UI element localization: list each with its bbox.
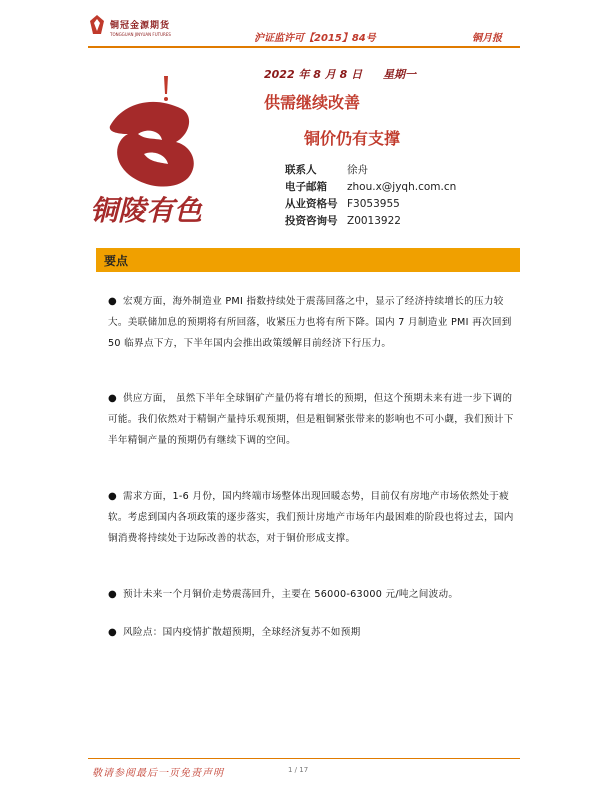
bullet-item [108, 622, 518, 643]
contact-email[interactable]: zhou.x@jyqh.com.cn [347, 181, 457, 193]
contact-label: 电子邮箱 [285, 181, 327, 193]
contact-row [285, 162, 456, 179]
calligraphy-artwork [82, 54, 232, 234]
bullet-text: 预计未来一个月铜价走势震荡回升，主要在 56000-63000 元/吨之间波动。 [123, 589, 459, 600]
key-points-heading: 要点 [104, 254, 129, 268]
page-number: 1 / 17 [288, 766, 309, 774]
report-type: 铜月报 [472, 33, 502, 44]
bullet-text: 需求方面，1-6 月份，国内终端市场整体出现回暖态势，目前仅有房地产市场依然处于疲软。考虑到国内各项政策的逐步落实，我们预计房地产市场年内最困难的阶段也将过去，国内铜消费将持续处于边际改善的状态，对于铜价形成支撑。 [108, 491, 514, 544]
report-date: 2022 年 8 月 8 日 [264, 68, 363, 81]
report-title-line2: 铜价仍有支撑 [304, 129, 401, 148]
bullet-icon: ● [108, 393, 118, 404]
bullet-icon: ● [108, 627, 118, 638]
disclaimer-link[interactable]: 敬请参阅最后一页免责声明 [92, 768, 224, 779]
contact-block [285, 162, 456, 230]
bullet-icon: ● [108, 296, 118, 307]
key-points-header [96, 248, 520, 272]
contact-row [285, 196, 456, 213]
contact-label: 从业资格号 [285, 198, 338, 210]
bullet-icon: ● [108, 491, 118, 502]
bullet-item [108, 584, 518, 605]
bullet-item [108, 486, 518, 549]
contact-value: F3053955 [347, 198, 400, 210]
permit-number: 沪证监许可【2015】84号 [254, 33, 376, 44]
bullet-text: 供应方面， 虽然下半年全球铜矿产量仍将有增长的预期，但这个预期未来有进一步下调的可能。我们依然对于精铜产量持乐观预期，但是粗铜紧张带来的影响也不可小觑，我们预计下半年精铜产量的预期仍有继续下调的空间。 [108, 393, 514, 446]
footer-divider [88, 758, 520, 759]
brand-name: 铜冠金源期货 [110, 21, 171, 31]
header-divider [88, 46, 520, 48]
contact-row [285, 213, 456, 230]
contact-value: Z0013922 [347, 215, 401, 227]
bullet-icon: ● [108, 589, 118, 600]
bullet-item [108, 388, 518, 451]
report-weekday: 星期一 [383, 68, 416, 81]
artwork-caption: 铜陵有色 [90, 194, 203, 227]
bullet-text: 宏观方面，海外制造业 PMI 指数持续处于震荡回落之中，显示了经济持续增长的压力较大。美联储加息的预期将有所回落，收紧压力也将有所下降。国内 7 月制造业 PMI 再次回到 50 临界点下方，下半年国内会推出政策缓解目前经济下行压力。 [108, 296, 512, 349]
contact-row [285, 179, 456, 196]
report-title-line1: 供需继续改善 [264, 93, 361, 112]
contact-value: 徐舟 [347, 164, 368, 176]
company-logo-icon [88, 14, 106, 36]
bullet-text: 风险点：国内疫情扩散超预期，全球经济复苏不如预期 [123, 627, 361, 638]
bullet-item [108, 291, 518, 354]
brand-name-en: TONGGUAN JINYUAN FUTURES [110, 32, 171, 37]
contact-label: 投资咨询号 [285, 215, 338, 227]
contact-label: 联系人 [285, 164, 317, 176]
